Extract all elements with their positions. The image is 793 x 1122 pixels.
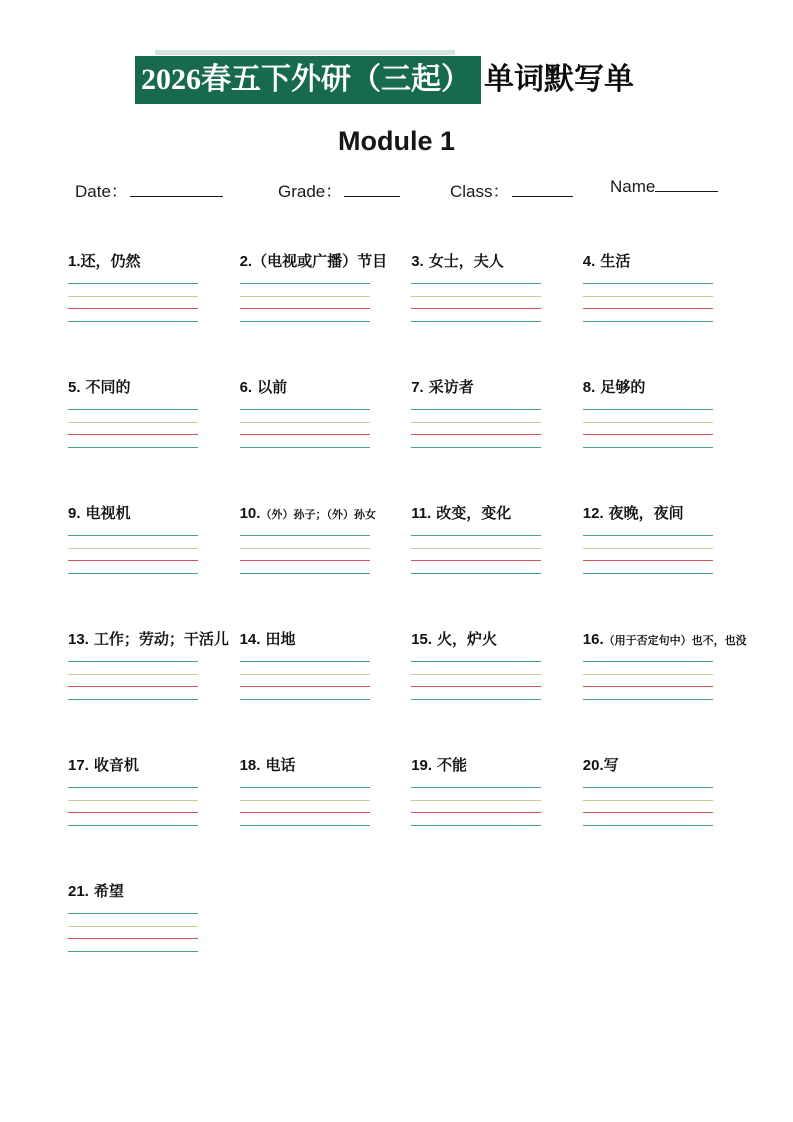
word-item-label	[411, 378, 581, 398]
writing-rule	[411, 825, 541, 826]
writing-lines	[583, 535, 713, 585]
grade-label: Grade：	[278, 182, 343, 201]
word-item-label	[68, 630, 238, 650]
writing-rule	[240, 674, 370, 675]
word-item	[68, 252, 238, 352]
writing-lines	[68, 409, 198, 459]
class-field	[450, 177, 573, 202]
writing-rule	[411, 422, 541, 423]
writing-rule	[68, 560, 198, 561]
writing-lines	[68, 661, 198, 711]
writing-lines	[68, 913, 198, 963]
title-highlight-artifact	[155, 50, 455, 55]
writing-lines	[583, 409, 713, 459]
writing-rule	[411, 674, 541, 675]
writing-rule	[583, 674, 713, 675]
writing-rule	[68, 699, 198, 700]
word-item-label	[68, 252, 238, 272]
class-blank-line	[512, 182, 573, 197]
word-item-chinese: 田地	[265, 631, 296, 648]
word-item	[583, 252, 753, 352]
module-heading: Module 1	[337, 126, 455, 156]
page-title	[135, 56, 634, 104]
word-item-chinese: 火，炉火	[437, 631, 498, 648]
writing-rule	[583, 812, 713, 813]
word-item-label	[240, 378, 410, 398]
writing-lines	[411, 283, 541, 333]
writing-rule	[240, 434, 370, 435]
word-item-label	[68, 378, 238, 398]
word-item-number: 14.	[239, 631, 261, 648]
word-item-chinese: 写	[603, 757, 619, 774]
word-item-chinese: 生活	[600, 253, 631, 270]
title-plain-text: 单词默写单	[484, 63, 634, 96]
word-item-chinese: 工作；劳动；干活儿	[93, 631, 229, 648]
writing-rule	[68, 535, 198, 536]
writing-rule	[583, 661, 713, 662]
writing-rule	[240, 308, 370, 309]
writing-rule	[411, 560, 541, 561]
word-item-chinese: 女士，夫人	[428, 253, 504, 270]
writing-rule	[240, 800, 370, 801]
writing-rule	[411, 573, 541, 574]
writing-rule	[411, 409, 541, 410]
word-item-label	[583, 630, 753, 651]
writing-rule	[240, 573, 370, 574]
word-item	[583, 378, 753, 478]
word-item-label	[240, 252, 410, 272]
word-item-label	[68, 882, 238, 902]
word-item-label	[411, 504, 581, 524]
writing-rule	[411, 321, 541, 322]
word-item-number: 20.	[582, 757, 604, 774]
class-label: Class：	[450, 182, 510, 201]
word-item-label	[68, 756, 238, 776]
word-item-label	[240, 630, 410, 650]
word-item-chinese: （外）孙子；（外）孙女	[260, 509, 376, 521]
word-item-number: 18.	[239, 757, 261, 774]
writing-rule	[240, 447, 370, 448]
word-item-number: 13.	[68, 631, 89, 648]
writing-lines	[240, 283, 370, 333]
writing-rule	[240, 560, 370, 561]
writing-rule	[240, 699, 370, 700]
word-item-chinese: 收音机	[93, 757, 139, 774]
word-item-chinese: 不能	[437, 757, 468, 774]
word-item-label	[68, 504, 238, 524]
word-item-chinese: 还，仍然	[80, 253, 141, 270]
word-item	[411, 504, 581, 604]
word-item-number: 2.	[239, 253, 253, 270]
word-item	[68, 378, 238, 478]
writing-rule	[583, 825, 713, 826]
writing-rule	[583, 787, 713, 788]
word-item	[583, 504, 753, 604]
name-blank-line	[655, 177, 718, 192]
word-item-label	[240, 504, 410, 525]
word-item-label	[583, 378, 753, 398]
writing-rule	[583, 699, 713, 700]
writing-rule	[411, 296, 541, 297]
word-item	[240, 504, 410, 604]
writing-lines	[411, 409, 541, 459]
writing-rule	[240, 548, 370, 549]
writing-rule	[68, 951, 198, 952]
word-item-label	[240, 756, 410, 776]
word-item-label	[411, 630, 581, 650]
writing-rule	[411, 535, 541, 536]
title-highlighted-text: 2026春五下外研（三起）	[135, 56, 481, 104]
writing-rule	[240, 321, 370, 322]
word-item-number: 1.	[68, 253, 81, 270]
writing-rule	[583, 283, 713, 284]
word-item-label	[583, 504, 753, 524]
writing-rule	[68, 447, 198, 448]
word-item-number: 3.	[411, 253, 424, 270]
word-item-label	[583, 756, 753, 776]
word-item-chinese: （电视或广播）节目	[252, 253, 388, 270]
writing-rule	[240, 661, 370, 662]
word-item-number: 15.	[411, 631, 433, 648]
writing-rule	[411, 661, 541, 662]
word-item-number: 4.	[582, 253, 596, 270]
writing-rule	[68, 674, 198, 675]
word-item-number: 8.	[582, 379, 596, 396]
writing-rule	[583, 434, 713, 435]
writing-lines	[240, 661, 370, 711]
writing-lines	[583, 283, 713, 333]
writing-rule	[411, 434, 541, 435]
word-item-number: 6.	[239, 379, 253, 396]
writing-lines	[240, 409, 370, 459]
writing-rule	[240, 296, 370, 297]
word-item-number: 10.	[239, 505, 261, 522]
writing-rule	[68, 548, 198, 549]
word-item	[411, 630, 581, 730]
writing-rule	[68, 812, 198, 813]
writing-rule	[68, 787, 198, 788]
word-item	[583, 756, 753, 856]
word-item-number: 9.	[68, 505, 81, 522]
writing-lines	[411, 787, 541, 837]
word-item-chinese: 电视机	[85, 505, 131, 522]
writing-lines	[68, 787, 198, 837]
date-label: Date：	[75, 182, 128, 201]
writing-rule	[411, 686, 541, 687]
word-item-number: 21.	[68, 883, 89, 900]
word-item-number: 16.	[582, 631, 604, 648]
writing-rule	[583, 422, 713, 423]
writing-rule	[68, 926, 198, 927]
grade-blank-line	[344, 182, 400, 197]
date-blank-line	[130, 182, 223, 197]
writing-lines	[583, 661, 713, 711]
writing-rule	[583, 308, 713, 309]
word-item	[411, 252, 581, 352]
writing-rule	[583, 535, 713, 536]
word-item-label	[411, 756, 581, 776]
writing-rule	[411, 699, 541, 700]
writing-lines	[240, 535, 370, 585]
writing-rule	[411, 308, 541, 309]
writing-rule	[583, 573, 713, 574]
writing-rule	[68, 661, 198, 662]
word-item-chinese: 夜晚，夜间	[608, 505, 684, 522]
word-item-number: 5.	[68, 379, 81, 396]
writing-rule	[583, 296, 713, 297]
word-item-number: 7.	[411, 379, 424, 396]
writing-rule	[68, 573, 198, 574]
word-item	[411, 378, 581, 478]
word-item-chinese: 电话	[265, 757, 296, 774]
writing-rule	[240, 812, 370, 813]
writing-rule	[411, 548, 541, 549]
writing-rule	[240, 686, 370, 687]
writing-lines	[240, 787, 370, 837]
word-item	[411, 756, 581, 856]
word-item	[240, 378, 410, 478]
writing-rule	[411, 812, 541, 813]
writing-rule	[68, 825, 198, 826]
writing-rule	[240, 825, 370, 826]
writing-lines	[411, 535, 541, 585]
word-item	[583, 630, 753, 730]
grade-field	[278, 177, 400, 202]
writing-rule	[583, 321, 713, 322]
writing-rule	[68, 308, 198, 309]
writing-rule	[411, 447, 541, 448]
writing-rule	[411, 787, 541, 788]
writing-rule	[583, 686, 713, 687]
writing-rule	[68, 434, 198, 435]
writing-rule	[240, 409, 370, 410]
word-item-number: 11.	[411, 505, 432, 522]
writing-rule	[240, 787, 370, 788]
writing-rule	[240, 422, 370, 423]
word-item-chinese: 以前	[257, 379, 288, 396]
writing-rule	[68, 422, 198, 423]
word-item	[68, 504, 238, 604]
word-item	[240, 630, 410, 730]
writing-rule	[240, 535, 370, 536]
word-item-chinese: 改变，变化	[436, 505, 512, 522]
name-label: Name	[610, 177, 656, 196]
writing-rule	[583, 548, 713, 549]
writing-rule	[68, 938, 198, 939]
word-item-chinese: 希望	[93, 883, 124, 900]
word-item-chinese: 足够的	[600, 379, 646, 396]
writing-rule	[583, 560, 713, 561]
writing-rule	[68, 283, 198, 284]
writing-rule	[583, 409, 713, 410]
word-item-number: 17.	[68, 757, 89, 774]
word-item-label	[411, 252, 581, 272]
word-item-label	[583, 252, 753, 272]
writing-rule	[411, 800, 541, 801]
writing-rule	[68, 321, 198, 322]
word-item-chinese: 不同的	[85, 379, 131, 396]
word-item	[68, 756, 238, 856]
word-item	[240, 756, 410, 856]
writing-lines	[583, 787, 713, 837]
writing-lines	[68, 283, 198, 333]
writing-lines	[411, 661, 541, 711]
word-item-number: 12.	[582, 505, 604, 522]
writing-rule	[68, 296, 198, 297]
word-item	[68, 882, 238, 982]
writing-lines	[68, 535, 198, 585]
writing-rule	[68, 800, 198, 801]
writing-rule	[68, 409, 198, 410]
writing-rule	[68, 913, 198, 914]
word-item	[68, 630, 238, 730]
word-item-chinese: 采访者	[428, 379, 474, 396]
writing-rule	[68, 686, 198, 687]
date-field	[75, 177, 223, 202]
name-field	[610, 177, 718, 197]
word-item	[240, 252, 410, 352]
writing-rule	[583, 800, 713, 801]
writing-rule	[240, 283, 370, 284]
word-item-number: 19.	[411, 757, 433, 774]
writing-rule	[411, 283, 541, 284]
word-item-chinese: （用于否定句中）也不，也没	[603, 635, 747, 647]
writing-rule	[583, 447, 713, 448]
